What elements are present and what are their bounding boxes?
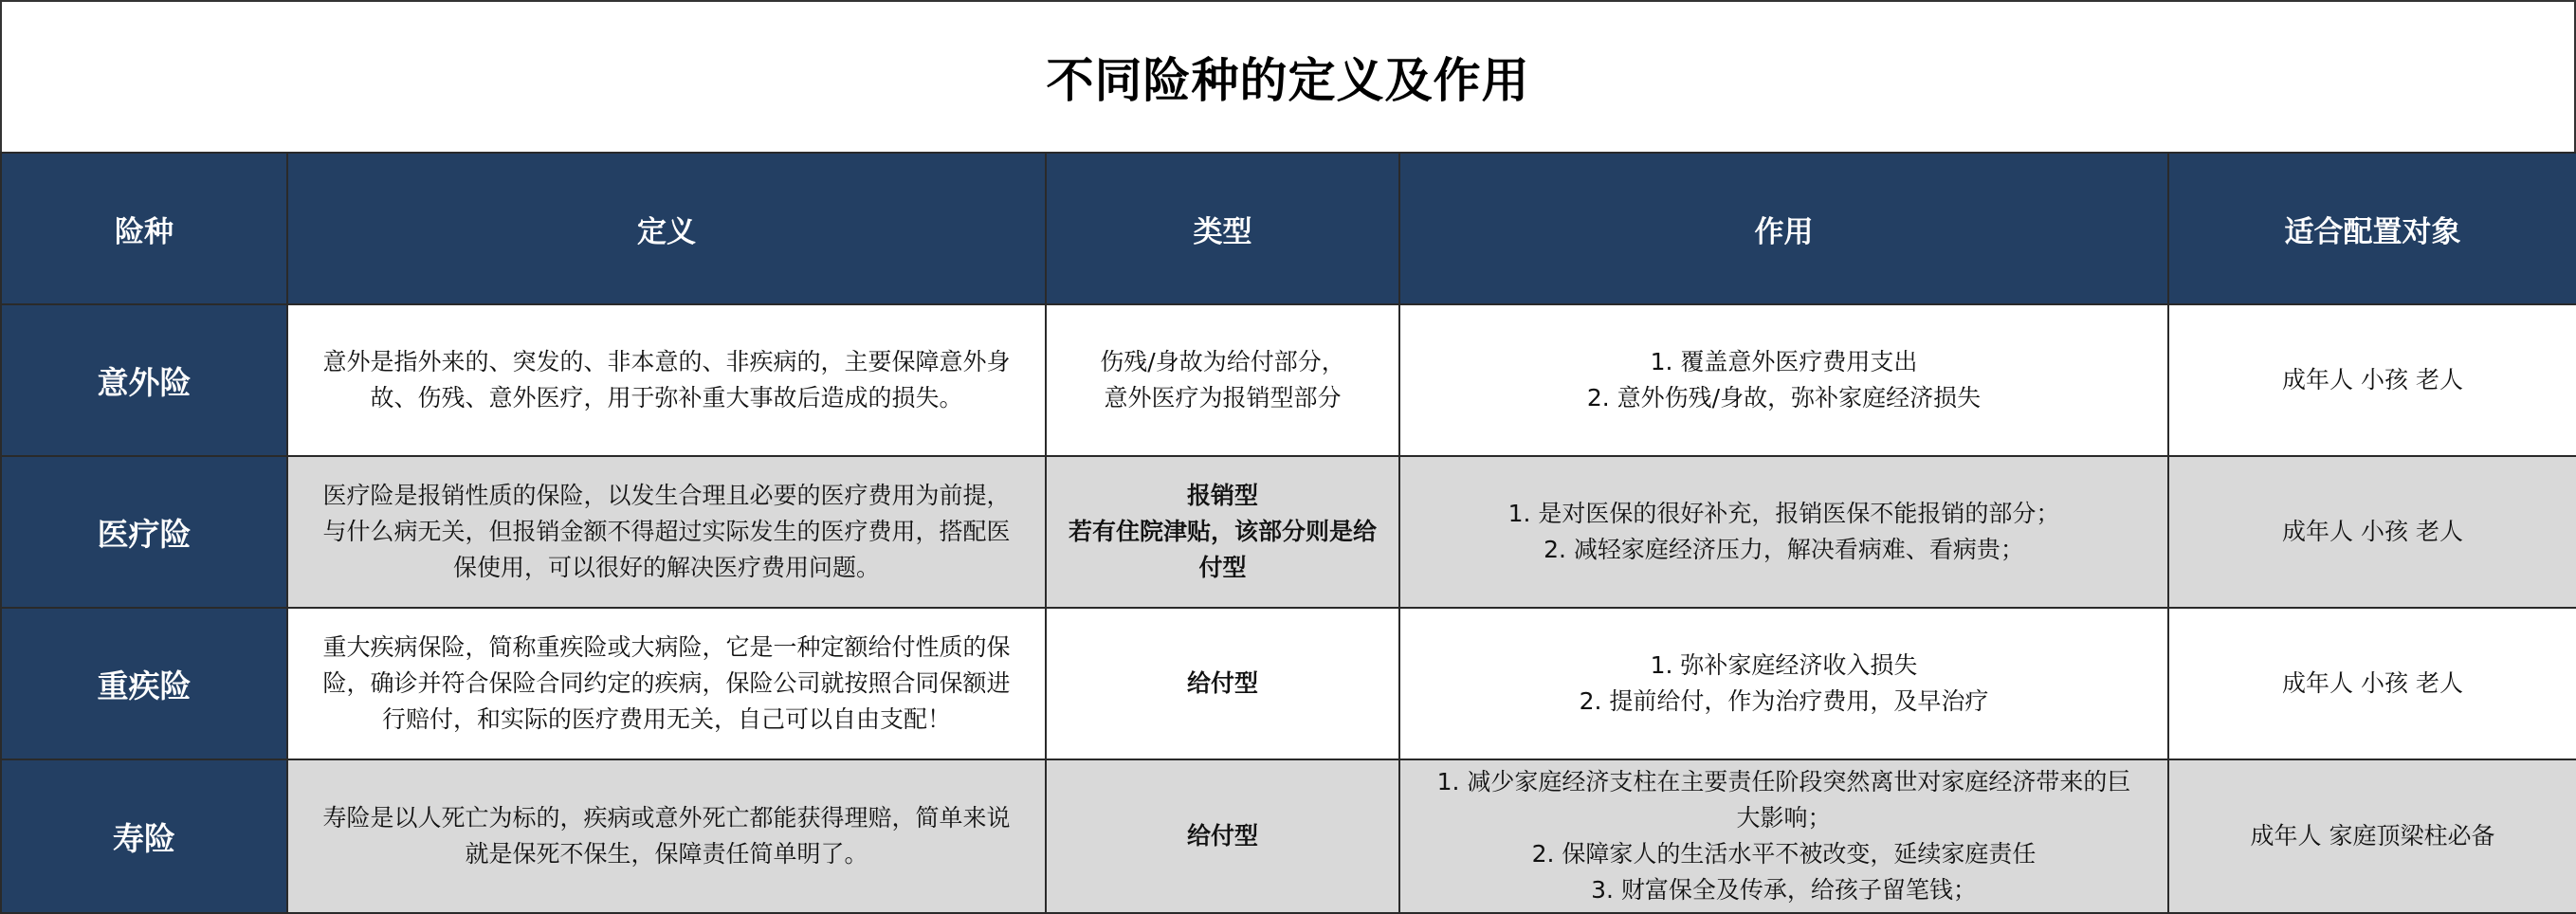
insurance-table <box>0 152 2576 914</box>
page-title: 不同险种的定义及作用 <box>1046 53 1530 108</box>
effect-cell <box>1399 456 2168 608</box>
header-type: 类型 <box>1046 153 1399 304</box>
target-cell: 成年人 小孩 老人 <box>2168 304 2576 456</box>
effect-line: 3. 财富保全及传承，给孩子留笔钱； <box>1591 876 1977 904</box>
effect-line: 1. 减少家庭经济支柱在主要责任阶段突然离世对家庭经济带来的巨 <box>1436 768 2131 795</box>
definition-line: 医疗险是报销性质的保险，以发生合理且必要的医疗费用为前提， <box>322 482 1011 509</box>
type-line: 伤残/身故为给付部分， <box>1100 348 1345 375</box>
kind-cell: 重疾险 <box>1 608 287 759</box>
title-bar <box>0 0 2576 152</box>
definition-cell <box>287 759 1046 913</box>
type-line: 给付型 <box>1186 669 1258 697</box>
type-line: 给付型 <box>1186 822 1258 850</box>
target-cell: 成年人 小孩 老人 <box>2168 608 2576 759</box>
header-row <box>1 153 2576 304</box>
effect-line: 2. 提前给付，作为治疗费用，及早治疗 <box>1579 687 1989 715</box>
definition-line: 意外是指外来的、突发的、非本意的、非疾病的，主要保障意外身 <box>322 348 1011 375</box>
header-effect: 作用 <box>1399 153 2168 304</box>
effect-cell <box>1399 608 2168 759</box>
effect-line: 大影响； <box>1736 804 1832 832</box>
definition-cell <box>287 456 1046 608</box>
kind-cell: 医疗险 <box>1 456 287 608</box>
effect-line: 2. 减轻家庭经济压力，解决看病难、看病贵； <box>1544 536 2024 563</box>
table-row-medical <box>1 456 2576 608</box>
type-line: 意外医疗为报销型部分 <box>1104 384 1342 411</box>
target-cell: 成年人 家庭顶梁柱必备 <box>2168 759 2576 913</box>
effect-line: 1. 覆盖意外医疗费用支出 <box>1650 348 1918 375</box>
table-row-accident <box>1 304 2576 456</box>
effect-line: 2. 保障家人的生活水平不被改变，延续家庭责任 <box>1531 840 2037 868</box>
definition-cell <box>287 304 1046 456</box>
definition-line: 与什么病无关，但报销金额不得超过实际发生的医疗费用，搭配医 <box>322 518 1011 545</box>
effect-cell <box>1399 304 2168 456</box>
definition-line: 重大疾病保险，简称重疾险或大病险，它是一种定额给付性质的保 <box>322 633 1011 661</box>
type-line: 付型 <box>1198 554 1247 581</box>
effect-line: 1. 是对医保的很好补充，报销医保不能报销的部分； <box>1507 500 2060 527</box>
table-row-life <box>1 759 2576 913</box>
target-cell: 成年人 小孩 老人 <box>2168 456 2576 608</box>
definition-line: 保使用，可以很好的解决医疗费用问题。 <box>452 554 880 581</box>
definition-line: 就是保死不保生，保障责任简单明了。 <box>465 840 868 868</box>
effect-cell <box>1399 759 2168 913</box>
type-cell <box>1046 456 1399 608</box>
table-row-critical-illness <box>1 608 2576 759</box>
kind-cell: 意外险 <box>1 304 287 456</box>
effect-line: 1. 弥补家庭经济收入损失 <box>1650 651 1918 679</box>
header-target: 适合配置对象 <box>2168 153 2576 304</box>
type-cell <box>1046 608 1399 759</box>
effect-line: 2. 意外伤残/身故，弥补家庭经济损失 <box>1586 384 1982 411</box>
type-cell <box>1046 759 1399 913</box>
definition-cell <box>287 608 1046 759</box>
definition-line: 行赔付，和实际的医疗费用无关，自己可以自由支配！ <box>381 705 951 733</box>
definition-line: 寿险是以人死亡为标的，疾病或意外死亡都能获得理赔，简单来说 <box>322 804 1011 832</box>
type-line: 若有住院津贴，该部分则是给 <box>1068 518 1377 545</box>
type-cell <box>1046 304 1399 456</box>
kind-cell: 寿险 <box>1 759 287 913</box>
definition-line: 险，确诊并符合保险合同约定的疾病，保险公司就按照合同保额进 <box>322 669 1011 697</box>
header-definition: 定义 <box>287 153 1046 304</box>
definition-line: 故、伤残、意外医疗，用于弥补重大事故后造成的损失。 <box>370 384 963 411</box>
type-line: 报销型 <box>1186 482 1258 509</box>
header-kind: 险种 <box>1 153 287 304</box>
